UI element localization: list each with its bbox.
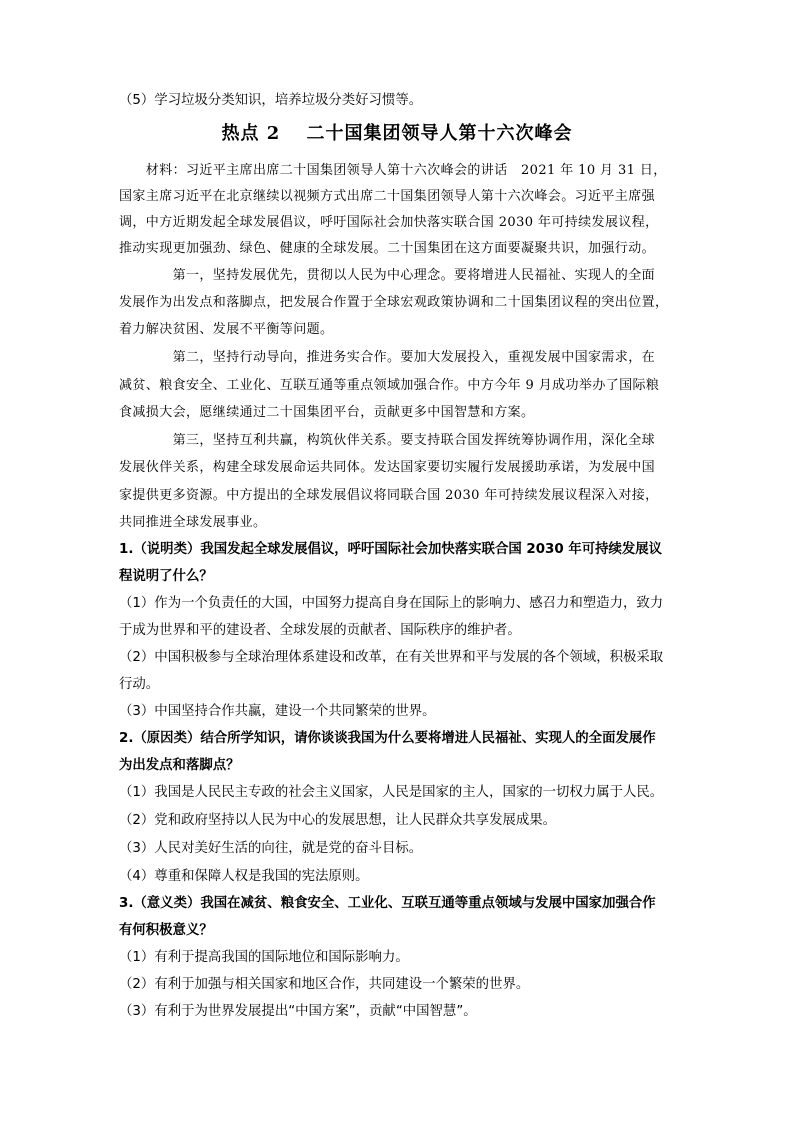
answer-line: （3）人民对美好生活的向往，就是党的奋斗目标。 [119, 841, 423, 856]
material-line: 发展伙伴关系，构建全球发展命运共同体。发达国家要切实履行发展援助承诺，为发展中国 [119, 460, 656, 475]
answer-line: （3）有利于为世界发展提出“中国方案”，贡献“中国智慧”。 [119, 1004, 477, 1019]
material-line: 第三，坚持互利共赢，构筑伙伴关系。要支持联合国发挥统筹协调作用，深化全球 [119, 433, 656, 448]
material-line: 发展作为出发点和落脚点，把发展合作置于全球宏观政策协调和二十国集团议程的突出位置， [119, 295, 669, 310]
question-3: 有何积极意义？ [119, 923, 213, 938]
question-2: 2.（原因类）结合所学知识，请你谈谈我国为什么要将增进人民福祉、实现人的全面发展作 [119, 731, 656, 746]
material-line: 减贫、粮食安全、工业化、互联互通等重点领域加强合作。中方今年 9 月成功举办了国际粮 [119, 378, 660, 393]
question-2: 为出发点和落脚点？ [119, 758, 240, 773]
section-title: 热点 2 二十国集团领导人第十六次峰会 [221, 123, 573, 144]
answer-line: （4）尊重和保障人权是我国的宪法原则。 [119, 869, 369, 884]
material-line: 材料：习近平主席出席二十国集团领导人第十六次峰会的讲话 2021 年 10 月 31 日， [119, 163, 667, 178]
answer-line: （1）我国是人民民主专政的社会主义国家，人民是国家的主人，国家的一切权力属于人民。 [119, 785, 664, 800]
material-line: 第一，坚持发展优先，贯彻以人民为中心理念。要将增进人民福祉、实现人的全面 [119, 268, 656, 283]
answer-line: （3）中国坚持合作共赢，建设一个共同繁荣的世界。 [119, 704, 436, 719]
answer-line: 于成为世界和平的建设者、全球发展的贡献者、国际秩序的维护者。 [119, 623, 521, 638]
answer-line: （2）党和政府坚持以人民为中心的发展思想，让人民群众共享发展成果。 [119, 813, 557, 828]
question-3: 3.（意义类）我国在减贫、粮食安全、工业化、互联互通等重点领域与发展中国家加强合作 [119, 896, 656, 911]
question-1: 1.（说明类）我国发起全球发展倡议，呼吁国际社会加快落实联合国 2030 年可持续发展议 [119, 542, 663, 557]
question-1: 程说明了什么？ [119, 569, 213, 584]
material-line: 第二，坚持行动导向，推进务实合作。要加大发展投入，重视发展中国家需求，在 [119, 350, 656, 365]
material-line: 食减损大会，愿继续通过二十国集团平台，贡献更多中国智慧和方案。 [119, 405, 535, 420]
answer-line: 行动。 [119, 677, 160, 692]
intro-line: （5）学习垃圾分类知识，培养垃圾分类好习惯等。 [119, 93, 423, 108]
material-line: 共同推进全球发展事业。 [119, 515, 267, 530]
material-line: 推动实现更加强劲、绿色、健康的全球发展。二十国集团在这方面要凝聚共识，加强行动。 [119, 241, 656, 256]
answer-line: （1）作为一个负责任的大国，中国努力提高自身在国际上的影响力、感召力和塑造力，致力 [119, 596, 664, 611]
answer-line: （2）中国积极参与全球治理体系建设和改革，在有关世界和平与发展的各个领域，积极采取 [119, 650, 664, 665]
material-line: 家提供更多资源。中方提出的全球发展倡议将同联合国 2030 年可持续发展议程深入对接， [119, 488, 659, 503]
answer-line: （1）有利于提高我国的国际地位和国际影响力。 [119, 950, 409, 965]
material-line: 着力解决贫困、发展不平衡等问题。 [119, 322, 334, 337]
material-line: 国家主席习近平在北京继续以视频方式出席二十国集团领导人第十六次峰会。习近平主席强 [119, 189, 656, 204]
answer-line: （2）有利于加强与相关国家和地区合作，共同建设一个繁荣的世界。 [119, 977, 530, 992]
material-line: 调，中方近期发起全球发展倡议，呼吁国际社会加快落实联合国 2030 年可持续发展议程， [119, 215, 659, 230]
